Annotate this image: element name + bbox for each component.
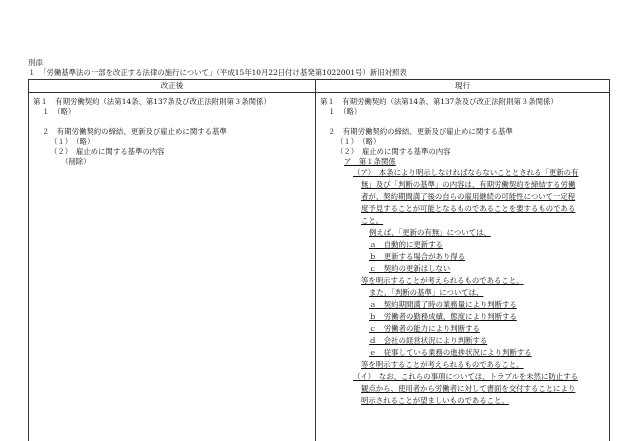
new-section-heading: 第１ 有期労働契約（法第14条、第137条及び改正法附則第３条関係） [33,97,271,106]
old-example-item: ａ 自動的に更新する [369,240,443,249]
old-section-heading: 第１ 有期労働契約（法第14条、第137条及び改正法附則第３条関係） [320,97,558,106]
table-column-divider [315,79,316,441]
old-paragraph-b-line: 明示されることが望ましいものであること。 [361,396,509,405]
old-example-item: ｂ 更新する場合があり得る [369,252,466,261]
old-item-2: ２ 有期労働契約の締結、更新及び雇止めに関する基準 [328,127,513,136]
old-paragraph-a-line: こと。 [361,216,384,225]
new-subitem-1: （１） （略） [50,137,95,146]
old-subitem-2: （２） 雇止めに関する基準の内容 [336,147,451,156]
new-subitem-2: （２） 雇止めに関する基準の内容 [50,147,165,156]
old-item-1: １ （略） [328,107,362,116]
old-example-intro: 例えば、「更新の有無」については、 [369,228,491,237]
old-subsection-a: ア 第１条関係 [344,157,396,166]
old-paragraph-a-line: 者が、契約期間満了後の自らの雇用継続の可能性について一定程 [361,192,576,201]
old-paragraph-a-line: 無」及び「判断の基準」の内容は、有期労働契約を締結する労働 [361,180,576,189]
new-item-1: １ （略） [42,107,76,116]
attachment-label: 別添 [28,58,43,67]
table-left-border [28,79,29,441]
new-item-2: ２ 有期労働契約の締結、更新及び雇止めに関する基準 [42,127,227,136]
old-criteria-intro: また、「判断の基準」については、 [369,288,484,297]
table-header-divider [28,92,610,93]
old-subitem-1: （１） （略） [336,137,381,146]
table-title: １ 「労働基準法の一部を改正する法律の施行について」（平成15年10月22日付け基発第1022001号）新旧対照表 [28,68,407,77]
old-example-end: 等を明示することが考えられるものであること。 [361,276,524,285]
old-criteria-item: ｃ 労働者の能力により判断する [369,324,480,333]
old-paragraph-a-line: （ア） 本条により明示しなければならないこととされる「更新の有 [353,168,579,177]
old-criteria-end: 等を明示することが考えられるものであること。 [361,360,524,369]
old-criteria-item: ｅ 従事している業務の進捗状況により判断する [369,348,532,357]
old-criteria-item: ｂ 労働者の勤務成績、態度により判断する [369,312,517,321]
table-right-border [609,79,610,441]
old-paragraph-a-line: 度予見することが可能となるものであることを要するものである [361,204,576,213]
old-example-item: ｃ 契約の更新はしない [369,264,451,273]
column-header-new: 改正後 [160,81,184,90]
old-paragraph-b-line: 観点から、使用者から労働者に対して書面を交付することにより [361,384,576,393]
old-criteria-item: ｄ 会社の経営状況により判断する [369,336,488,345]
column-header-old: 現行 [454,81,471,90]
old-paragraph-b-line: （イ） なお、これらの事項については、トラブルを未然に防止する [353,372,578,381]
new-deleted-note: （削除） [61,157,91,166]
old-criteria-item: ａ 契約期間満了時の業務量により判断する [369,300,517,309]
